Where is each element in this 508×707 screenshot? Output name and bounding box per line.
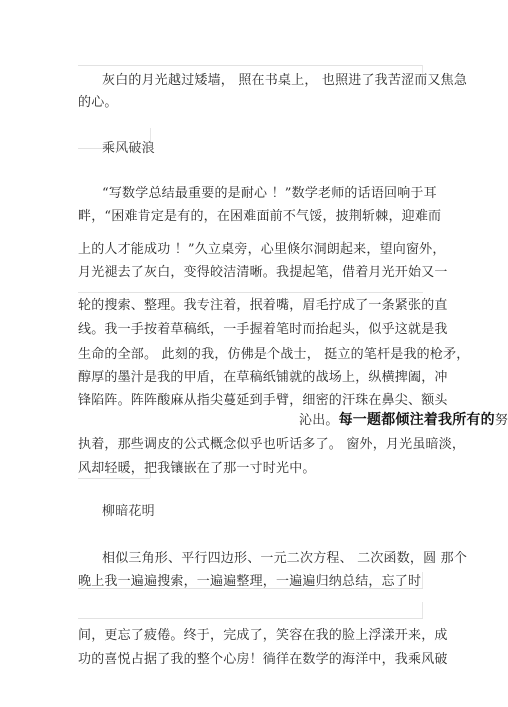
section-heading: 柳暗花明 (102, 504, 155, 519)
paragraph-line: 醇厚的墨汁是我的甲盾，在草稿纸铺就的战场上，纵横捭阖，冲 (78, 370, 448, 385)
scan-rule (78, 618, 423, 619)
paragraph-line: 生命的全部。 此刻的我，仿佛是个战士， 挺立的笔杆是我的枪矛， (78, 347, 470, 362)
paragraph-line: 灰白的月光越过矮墙， 照在书桌上， 也照进了我苦涩而又焦急 (102, 73, 468, 88)
paragraph-line-mixed (299, 412, 508, 429)
emphasized-text: 每一题都倾注着我所有的 (338, 412, 495, 428)
paragraph-line: 功的喜悦占据了我的整个心房！徜徉在数学的海洋中，我乘风破 (78, 652, 448, 667)
section-heading: 乘风破浪 (102, 141, 155, 156)
paragraph-line: 晚上我一遍遍搜索，一遍遍整理，一遍遍归纳总结，忘了时 (78, 574, 422, 589)
paragraph-line: 畔，“困难肯定是有的，在困难面前不气馁，披荆斩棘，迎难而 (78, 209, 442, 224)
scan-rule (422, 572, 423, 588)
paragraph-line: 上的人才能成功 ！”久立桌旁，心里倏尔洞朗起来，望向窗外， (78, 242, 446, 257)
paragraph-line: 锋陷阵。阵阵酸麻从指尖蔓延到手臂，细密的汗珠在鼻尖、额头 (78, 393, 448, 408)
paragraph-line: “写数学总结最重要的是耐心 ！”数学老师的话语回响于耳 (102, 186, 437, 201)
paragraph-line: 的心。 (78, 95, 118, 110)
paragraph-text: 努 (494, 413, 508, 428)
scan-rule (422, 602, 423, 618)
scan-rule (78, 478, 150, 479)
paragraph-line: 轮的搜索、整理。我专注着，抿着嘴，眉毛拧成了一条紧张的直 (78, 298, 448, 313)
scan-rule (78, 65, 423, 66)
paragraph-line: 月光褪去了灰白，变得皎洁清晰。我提起笔，借着月光开始又一 (78, 265, 448, 280)
paragraph-line: 线。我一手按着草稿纸，一手握着笔时而抬起头，似乎这就是我 (78, 322, 448, 337)
paragraph-line: 执着，那些调皮的公式概念似乎也听话多了。 窗外，月光虽暗淡， (78, 437, 466, 452)
scan-rule (78, 292, 423, 293)
paragraph-line: 风却轻暖，把我镶嵌在了那一寸时光中。 (78, 461, 316, 476)
paragraph-line: 相似三角形、平行四边形、一元二次方程、 二次函数，圆 那个 (102, 551, 468, 566)
paragraph-line: 间，更忘了疲倦。终于，完成了，笑容在我的脸上浮漾开来，成 (78, 628, 448, 643)
paragraph-text: 沁出。 (299, 413, 339, 428)
